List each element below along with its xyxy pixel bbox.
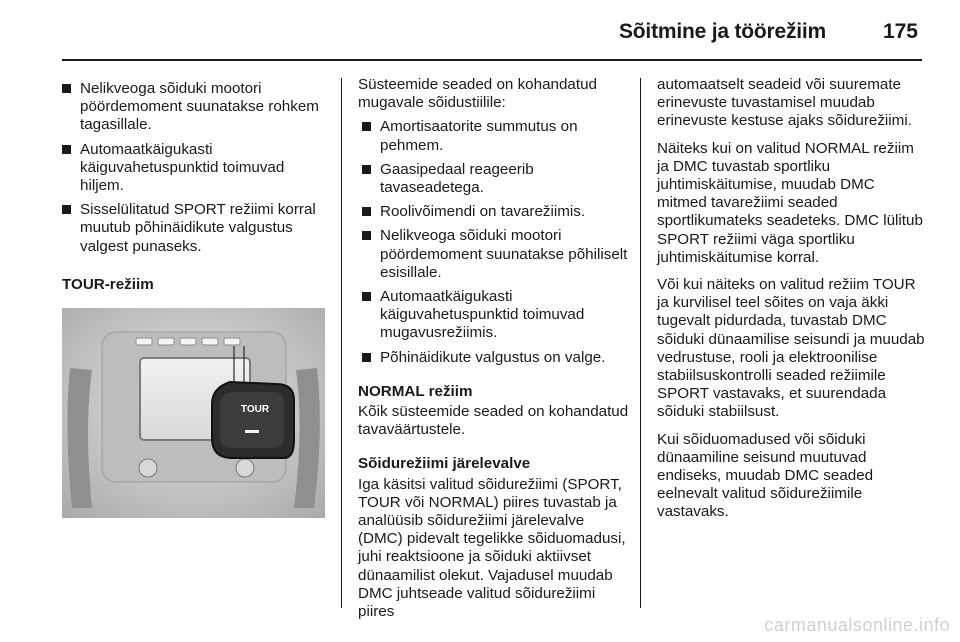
bullet-square-icon xyxy=(62,84,71,93)
tour-button-label: TOUR xyxy=(240,404,270,416)
paragraph: Näiteks kui on valitud NORMAL režiim ja DMC tuvastab sportliku juhtimiskäitumise, muudab DMC mitmed tavarežiimi seaded sportlikumateks seadeteks. DMC lülitub SPORT režiimi väga sportliku juhtimiskäitumise korral. xyxy=(657,139,923,266)
bullet-square-icon xyxy=(362,353,371,362)
dashboard-photo xyxy=(62,308,325,518)
paragraph: automaatselt seadeid või suuremate erinevuste tuvastamisel muudab erinevuste kestuse ajaks sõidurežiimi. xyxy=(657,76,912,130)
page-number: 175 xyxy=(882,20,918,43)
list-item: Põhinäidikute valgustus on valge. xyxy=(362,349,632,367)
column-2 xyxy=(358,76,632,630)
bullet-square-icon xyxy=(362,207,371,216)
header-rule xyxy=(62,59,922,61)
list-item: Roolivõimendi on tavarežiimis. xyxy=(362,203,632,221)
page-title: Sõitmine ja töörežiim xyxy=(619,20,826,43)
column-3 xyxy=(657,76,925,531)
list-item: Gaasipedaal reageerib tavaseadetega. xyxy=(362,161,632,197)
drive-mode-monitor-text: Iga käsitsi valitud sõidurežiimi (SPORT, TOUR või NORMAL) piires tuvastab ja analüüsib sõidurežiimi järelevalve (DMC) pidevalt tegelikke sõiduomadusi, juhi reaktsioone ja sõiduki aktiivset dünaamilist olekut. Vajadusel muudab DMC juhtseade valitud sõidurežiimi piires xyxy=(358,475,626,621)
list-item: Automaatkäigukasti käiguvahetuspunktid toimuvad mugavusrežiimis. xyxy=(362,288,632,343)
bullet-square-icon xyxy=(362,122,371,131)
column-divider-2 xyxy=(640,78,641,608)
tour-mode-heading: TOUR-režiim xyxy=(62,275,154,293)
paragraph: Kui sõiduomadused või sõiduki dünaamiline seisund muutuvad endiseks, muudab DMC seaded eelnevalt valitud sõidurežiimile vastavaks. xyxy=(657,430,874,521)
normal-mode-heading: NORMAL režiim xyxy=(358,382,473,400)
bullet-square-icon xyxy=(362,292,371,301)
list-item: Sisselülitatud SPORT režiimi korral muutub põhinäidikute valgustus valgest punaseks. xyxy=(62,201,330,256)
normal-mode-text: Kõik süsteemide seaded on kohandatud tavaväärtustele. xyxy=(358,403,629,439)
bullet-square-icon xyxy=(362,231,371,240)
watermark: carmanualsonline.info xyxy=(764,615,950,635)
drive-mode-monitor-heading: Sõidurežiimi järelevalve xyxy=(358,455,531,473)
bullet-square-icon xyxy=(362,165,371,174)
list-item: Automaatkäigukasti käiguvahetuspunktid toimuvad hiljem. xyxy=(62,141,330,196)
dashboard-illustration xyxy=(62,308,325,518)
bullet-square-icon xyxy=(62,145,71,154)
bullet-square-icon xyxy=(62,205,71,214)
page-header xyxy=(62,14,922,54)
list-item: Nelikveoga sõiduki mootori pöördemoment suunatakse põhiliselt esisillale. xyxy=(362,227,632,282)
list-item: Nelikveoga sõiduki mootori pöördemoment suunatakse rohkem tagasillale. xyxy=(62,80,330,135)
tour-intro-text: Süsteemide seaded on kohandatud mugavale sõidustiilile: xyxy=(358,76,597,112)
column-1 xyxy=(62,80,330,518)
column-divider-1 xyxy=(341,78,342,608)
paragraph: Või kui näiteks on valitud režiim TOUR ja kurvilisel teel sõites on vaja äkki tugevalt pidurdada, tuvastab DMC sõiduki dünaamilise seisundi ja muudab vedrustuse, rooli ja elektroonilise stabiilsuskontrolli seaded režiimile SPORT vastavaks, et suurendada sõiduki stabiilsust. xyxy=(657,276,925,421)
list-item: Amortisaatorite summutus on pehmem. xyxy=(362,118,632,154)
